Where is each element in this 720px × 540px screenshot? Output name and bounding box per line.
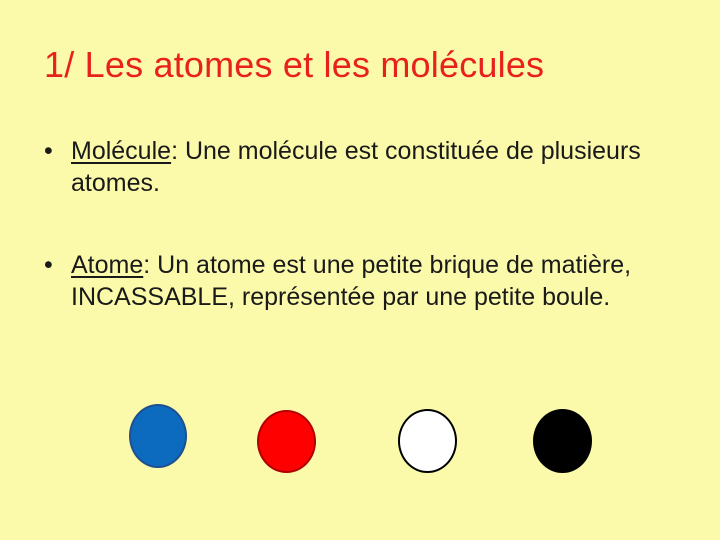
bullet-list — [44, 135, 684, 313]
bullet-dot: • — [44, 137, 53, 165]
term-atome: Atome — [71, 251, 144, 279]
term-molecule: Molécule — [71, 137, 172, 165]
definition-molecule: : Une molécule est constituée de plusieurs atomes. — [71, 137, 641, 197]
black-atom-ball — [533, 409, 592, 473]
definition-atome: : Un atome est une petite brique de matière, INCASSABLE, représentée par une petite boule. — [71, 251, 632, 311]
bullet-dot: • — [44, 251, 53, 279]
slide-title: 1/ Les atomes et les molécules — [44, 44, 545, 85]
bullet-item-molecule — [44, 135, 684, 199]
bullet-item-atome — [44, 249, 684, 313]
white-atom-ball — [398, 409, 457, 473]
blue-atom-ball — [129, 404, 187, 468]
red-atom-ball — [257, 410, 316, 473]
